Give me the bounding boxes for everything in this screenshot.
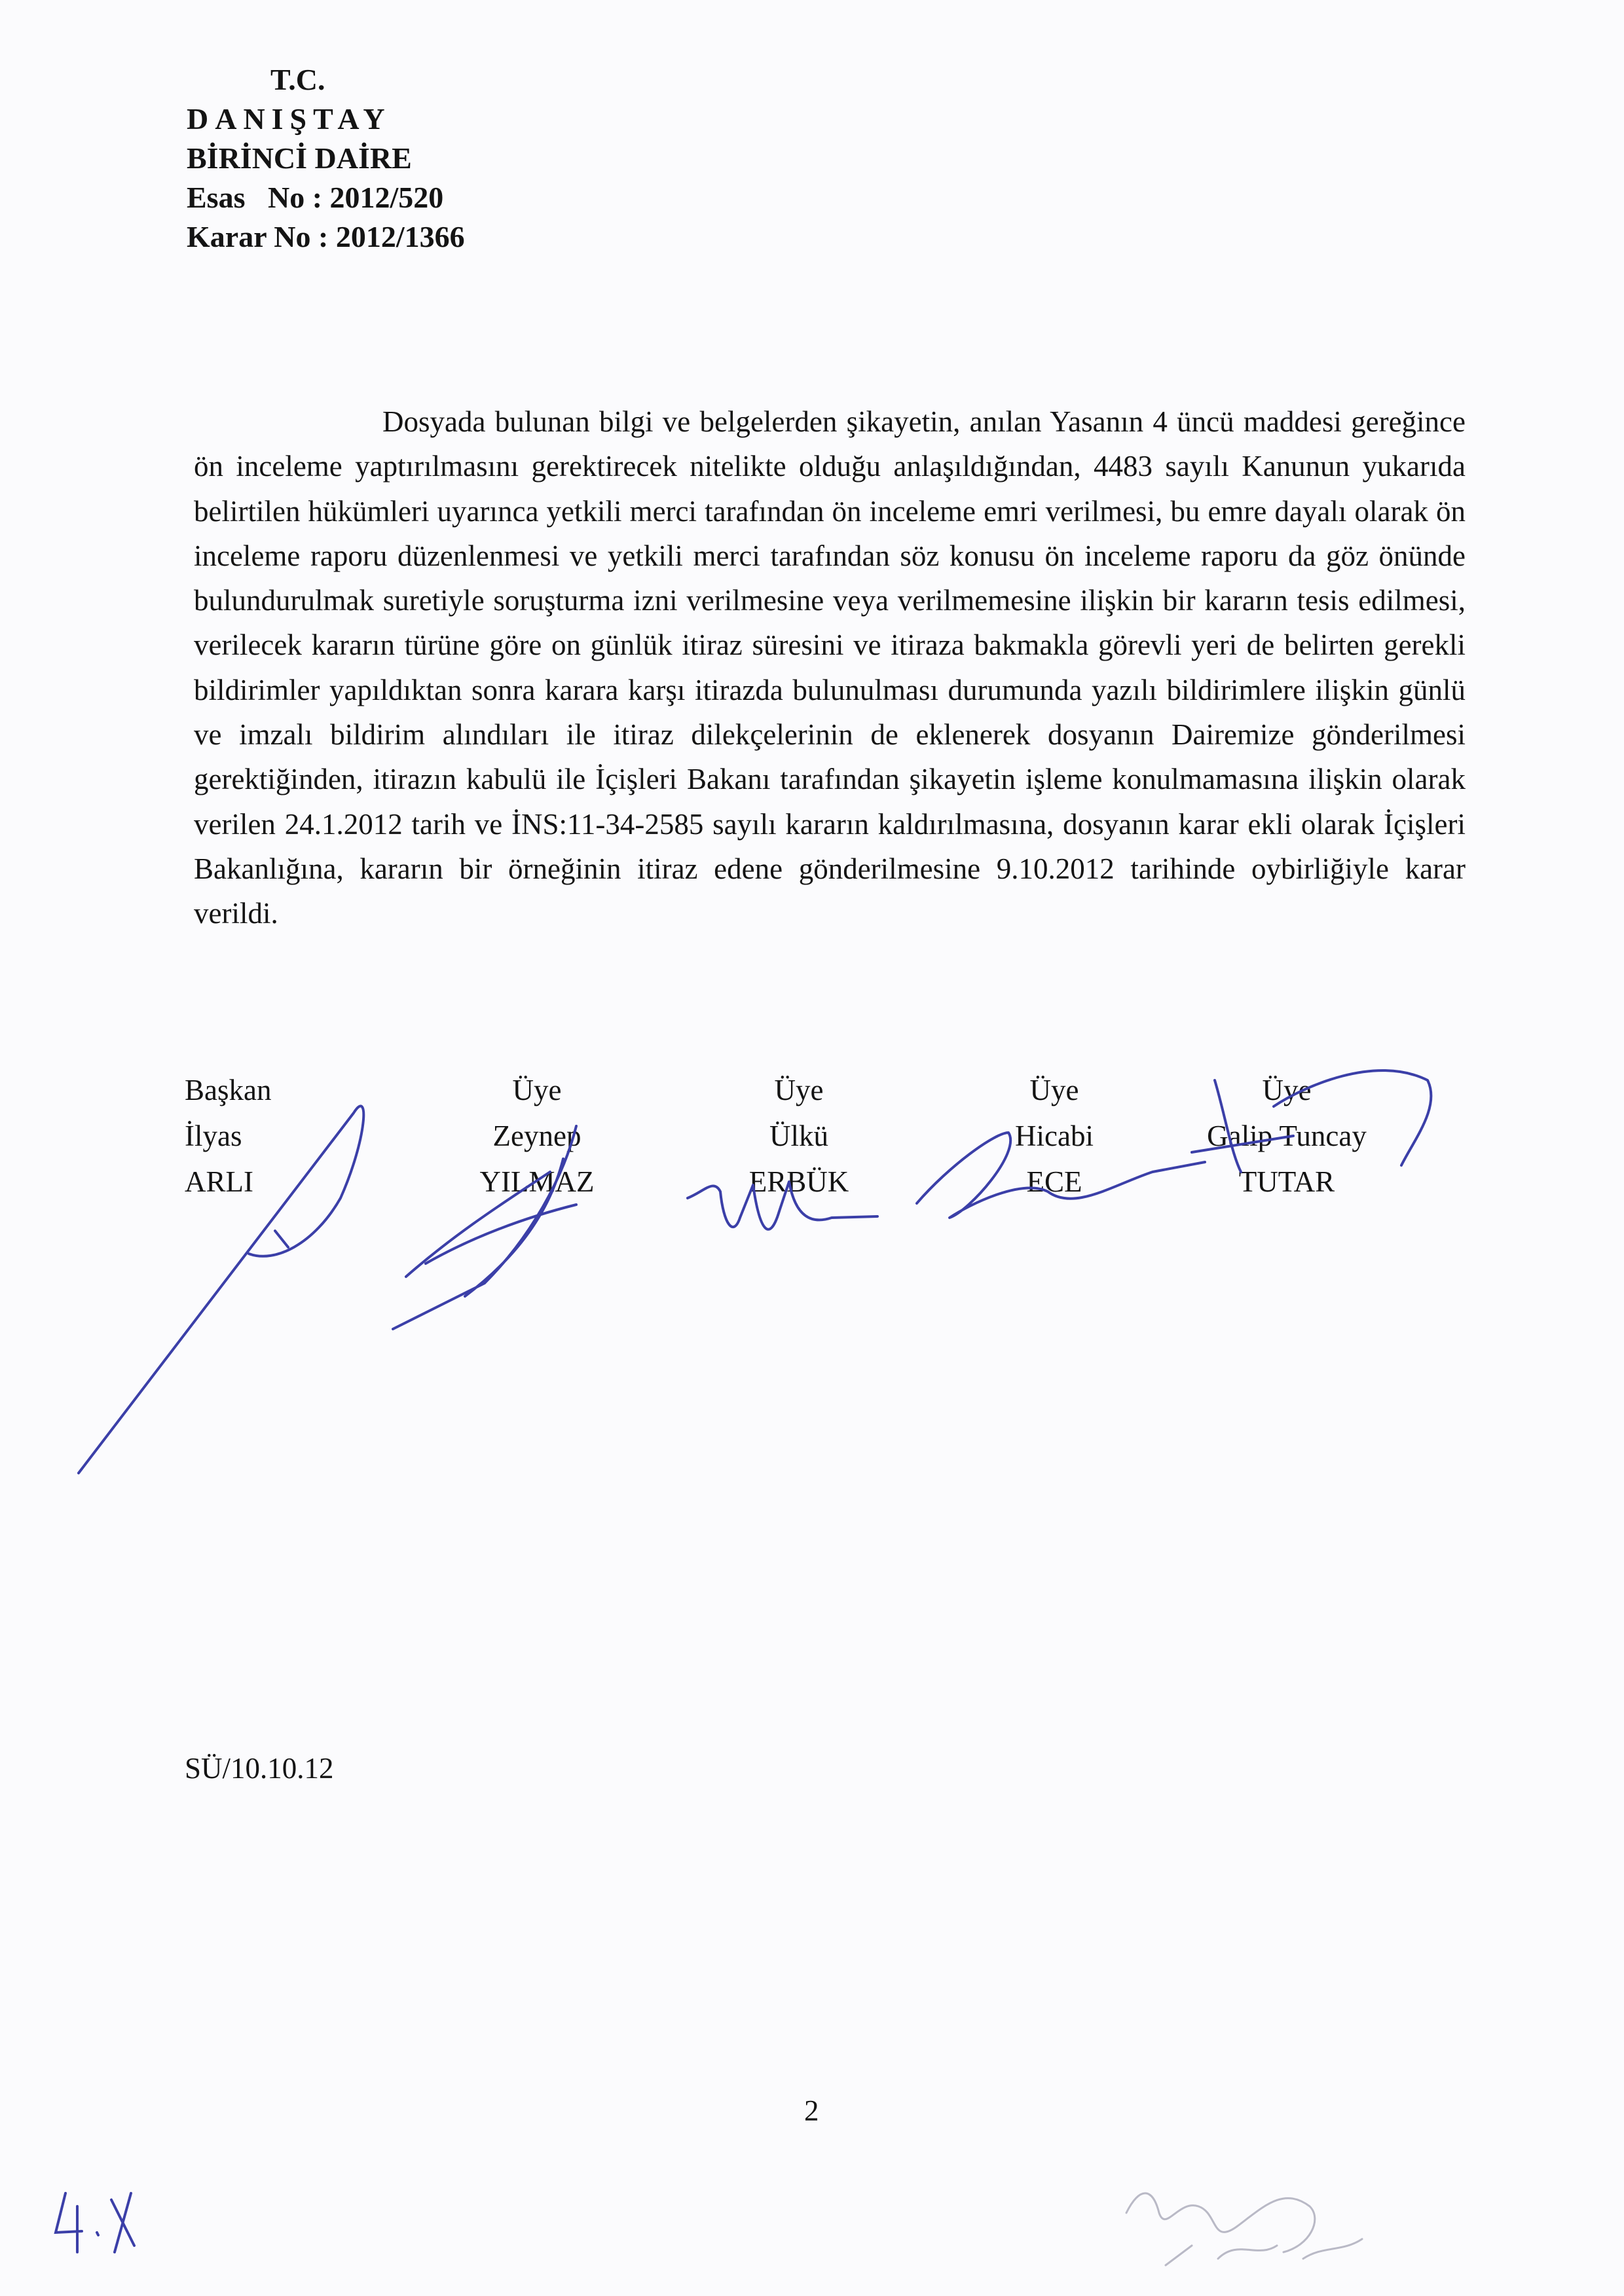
signatory-role: Üye xyxy=(774,1074,824,1106)
pencil-annotation xyxy=(1113,2174,1388,2278)
decision-paragraph: Dosyada bulunan bilgi ve belgelerden şikayetin, anılan Yasanın 4 üncü maddesi gereğince ön inceleme yaptırılmasını gerektirecek nitelikte olduğu anlaşıldığından, 4483 sayılı Kanunun yukarıda belirtilen hükümleri uyarınca yetkili merci tarafından ön inceleme emri verilmesi, bu emre dayalı olarak ön inceleme raporu düzenlenmesi ve yetkili merci tarafından söz konusu ön inceleme raporu da göz önünde bulundurulmak suretiyle soruşturma izni verilmesine veya verilmemesine ilişkin bir kararın tesis edilmesi, verilecek kararın türüne göre on günlük itiraz süresini ve itiraza bakmakla görevli yeri de belirten gerekli bildirimler yapıldıktan sonra karara karşı itirazda bulunulması durumunda yazılı bildirimlere ilişkin günlü ve imzalı bildirim alındıları ile itiraz dilekçelerinin de eklenerek dosyanın Dairemize gönderilmesi gerektiğinden, itirazın kabulü ile İçişleri Bakanı tarafından şikayetin işleme konulmamasına ilişkin olarak verilen 24.1.2012 tarih ve İNS:11-34-2585 sayılı kararın kaldırılmasına, dosyanın karar ekli olarak İçişleri Bakanlığına, kararın bir örneğinin itiraz edene gönderilmesine 9.10.2012 tarihinde oybirliğiyle karar verildi. xyxy=(194,405,1466,930)
signature-yilmaz xyxy=(393,1126,576,1329)
signature-ece xyxy=(917,1133,1205,1218)
signatory-last-name: ERBÜK xyxy=(748,1165,849,1198)
case-number: Esas No : 2012/520 xyxy=(187,181,444,214)
signatory-last-name: ARLI xyxy=(185,1165,253,1198)
signature-tutar xyxy=(1192,1070,1431,1172)
signatory-role: Üye xyxy=(512,1074,562,1106)
handwritten-initials xyxy=(46,2180,144,2259)
page-number: 2 xyxy=(804,2094,819,2127)
signatory-last-name: ECE xyxy=(1026,1165,1082,1198)
signatory-last-name: YILMAZ xyxy=(479,1165,595,1198)
signatory-last-name: TUTAR xyxy=(1238,1165,1335,1198)
signature-erbuk xyxy=(688,1182,877,1230)
signature-arli xyxy=(79,1106,363,1473)
court-name: DANIŞTAY xyxy=(187,102,392,136)
signatory-first-name: Galip Tuncay xyxy=(1207,1120,1367,1152)
signatory-first-name: Hicabi xyxy=(1015,1120,1094,1152)
signatory-role: Başkan xyxy=(185,1074,272,1106)
document-code: SÜ/10.10.12 xyxy=(185,1752,334,1785)
signatory-first-name: İlyas xyxy=(185,1120,242,1152)
country-label: T.C. xyxy=(270,63,325,96)
signatory-first-name: Zeynep xyxy=(492,1120,581,1152)
decision-number: Karar No : 2012/1366 xyxy=(187,220,465,253)
signatory-role: Üye xyxy=(1262,1074,1312,1106)
signatory-first-name: Ülkü xyxy=(769,1120,828,1152)
chamber-name: BİRİNCİ DAİRE xyxy=(187,141,412,175)
signatory-role: Üye xyxy=(1029,1074,1079,1106)
